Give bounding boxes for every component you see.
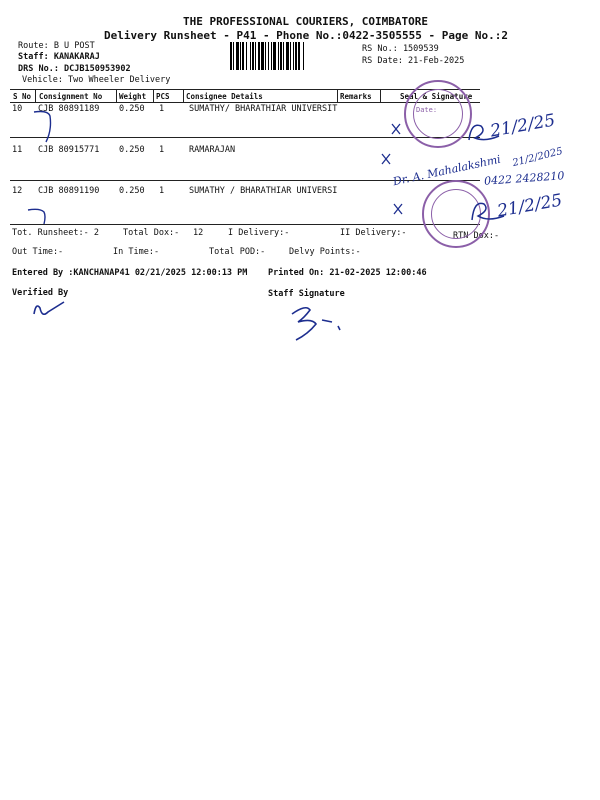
staff: Staff: KANAKARAJ [18,52,100,62]
tot-runsheet: Tot. Runsheet:- 2 [12,228,99,238]
table-row-weight: 0.250 [119,104,145,114]
row10-x-mark [390,122,404,136]
table-row-consignment: CJB 80891190 [38,186,100,196]
table-row-weight: 0.250 [119,145,145,155]
col-header-consignment: Consignment No [39,92,103,101]
row-separator [10,137,480,138]
handwritten-receiver-name: Dr. A. Mahalakshmi [391,152,502,189]
table-row-pcs: 1 [159,186,165,196]
ii-delivery: II Delivery:- [340,228,407,238]
row10-tick-mark [30,108,60,148]
total-dox-label: Total Dox:- [123,228,180,238]
col-divider [337,89,338,103]
row12-tick-mark [24,196,54,226]
col-divider [183,89,184,103]
out-time: Out Time:- [12,247,64,257]
table-header-top-rule [10,89,480,90]
handwritten-date-3: 21/2/25 [495,190,564,222]
handwritten-date-1: 21/2/25 [488,110,557,142]
rs-date: RS Date: 21-Feb-2025 [362,56,465,66]
table-row-pcs: 1 [159,104,165,114]
handwritten-date-2: 21/2/2025 [511,145,564,170]
table-row-consignee: SUMATHY / BHARATHIAR UNIVERSI [189,186,338,196]
table-row-consignment: CJB 80891189 [38,104,100,114]
col-divider [153,89,154,103]
stamp-date-label: Date: [416,106,438,114]
total-pod: Total POD:- [209,247,266,257]
route: Route: B U POST [18,41,95,51]
rs-number: RS No.: 1509539 [362,44,439,54]
col-header-consignee: Consignee Details [186,92,263,101]
drs-number: DRS No.: DCJB150953902 [18,64,131,74]
runsheet-title: Delivery Runsheet - P41 - Phone No.:0422-3505555 - Page No.:2 [104,29,508,42]
table-row-consignee: SUMATHY/ BHARATHIAR UNIVERSIT [189,104,338,114]
vehicle: Vehicle: Two Wheeler Delivery [22,75,171,85]
table-row-sno: 10 [12,104,23,114]
col-header-sno: S No [13,92,32,101]
col-header-remarks: Remarks [340,92,372,101]
table-row-sno: 12 [12,186,23,196]
col-header-pcs: PCS [156,92,170,101]
row11-x-mark [380,152,394,166]
table-row-pcs: 1 [159,145,165,155]
col-header-seal-signature: Seal & Signature [400,92,473,101]
col-header-weight: Weight [119,92,147,101]
col-divider [380,89,381,103]
drs-barcode [230,42,356,70]
i-delivery: I Delivery:- [228,228,290,238]
total-dox-value: 12 [193,228,204,238]
staff-signature-label: Staff Signature [268,289,345,299]
table-row-consignment: CJB 80915771 [38,145,100,155]
delvy-points: Delvy Points:- [289,247,361,257]
col-divider [116,89,117,103]
table-row-consignee: RAMARAJAN [189,145,236,155]
table-row-weight: 0.250 [119,186,145,196]
in-time: In Time:- [113,247,160,257]
totals-rule [10,224,480,225]
row12-x-mark [392,202,406,216]
company-title: THE PROFESSIONAL COURIERS, COIMBATORE [183,15,429,28]
seal-stamp [404,80,472,148]
verified-by-signature [28,296,68,322]
entered-by: Entered By :KANCHANAP41 02/21/2025 12:00:13 PM [12,268,248,278]
barcode-bar [304,42,305,70]
rtn-dox: RTN Dox:- [453,231,500,241]
staff-signature-mark [282,300,352,344]
handwritten-phone: 0422 2428210 [483,169,565,188]
printed-on: Printed On: 21-02-2025 12:00:46 [268,268,427,278]
table-row-sno: 11 [12,145,23,155]
verified-by-label: Verified By [12,288,69,298]
col-divider [35,89,36,103]
